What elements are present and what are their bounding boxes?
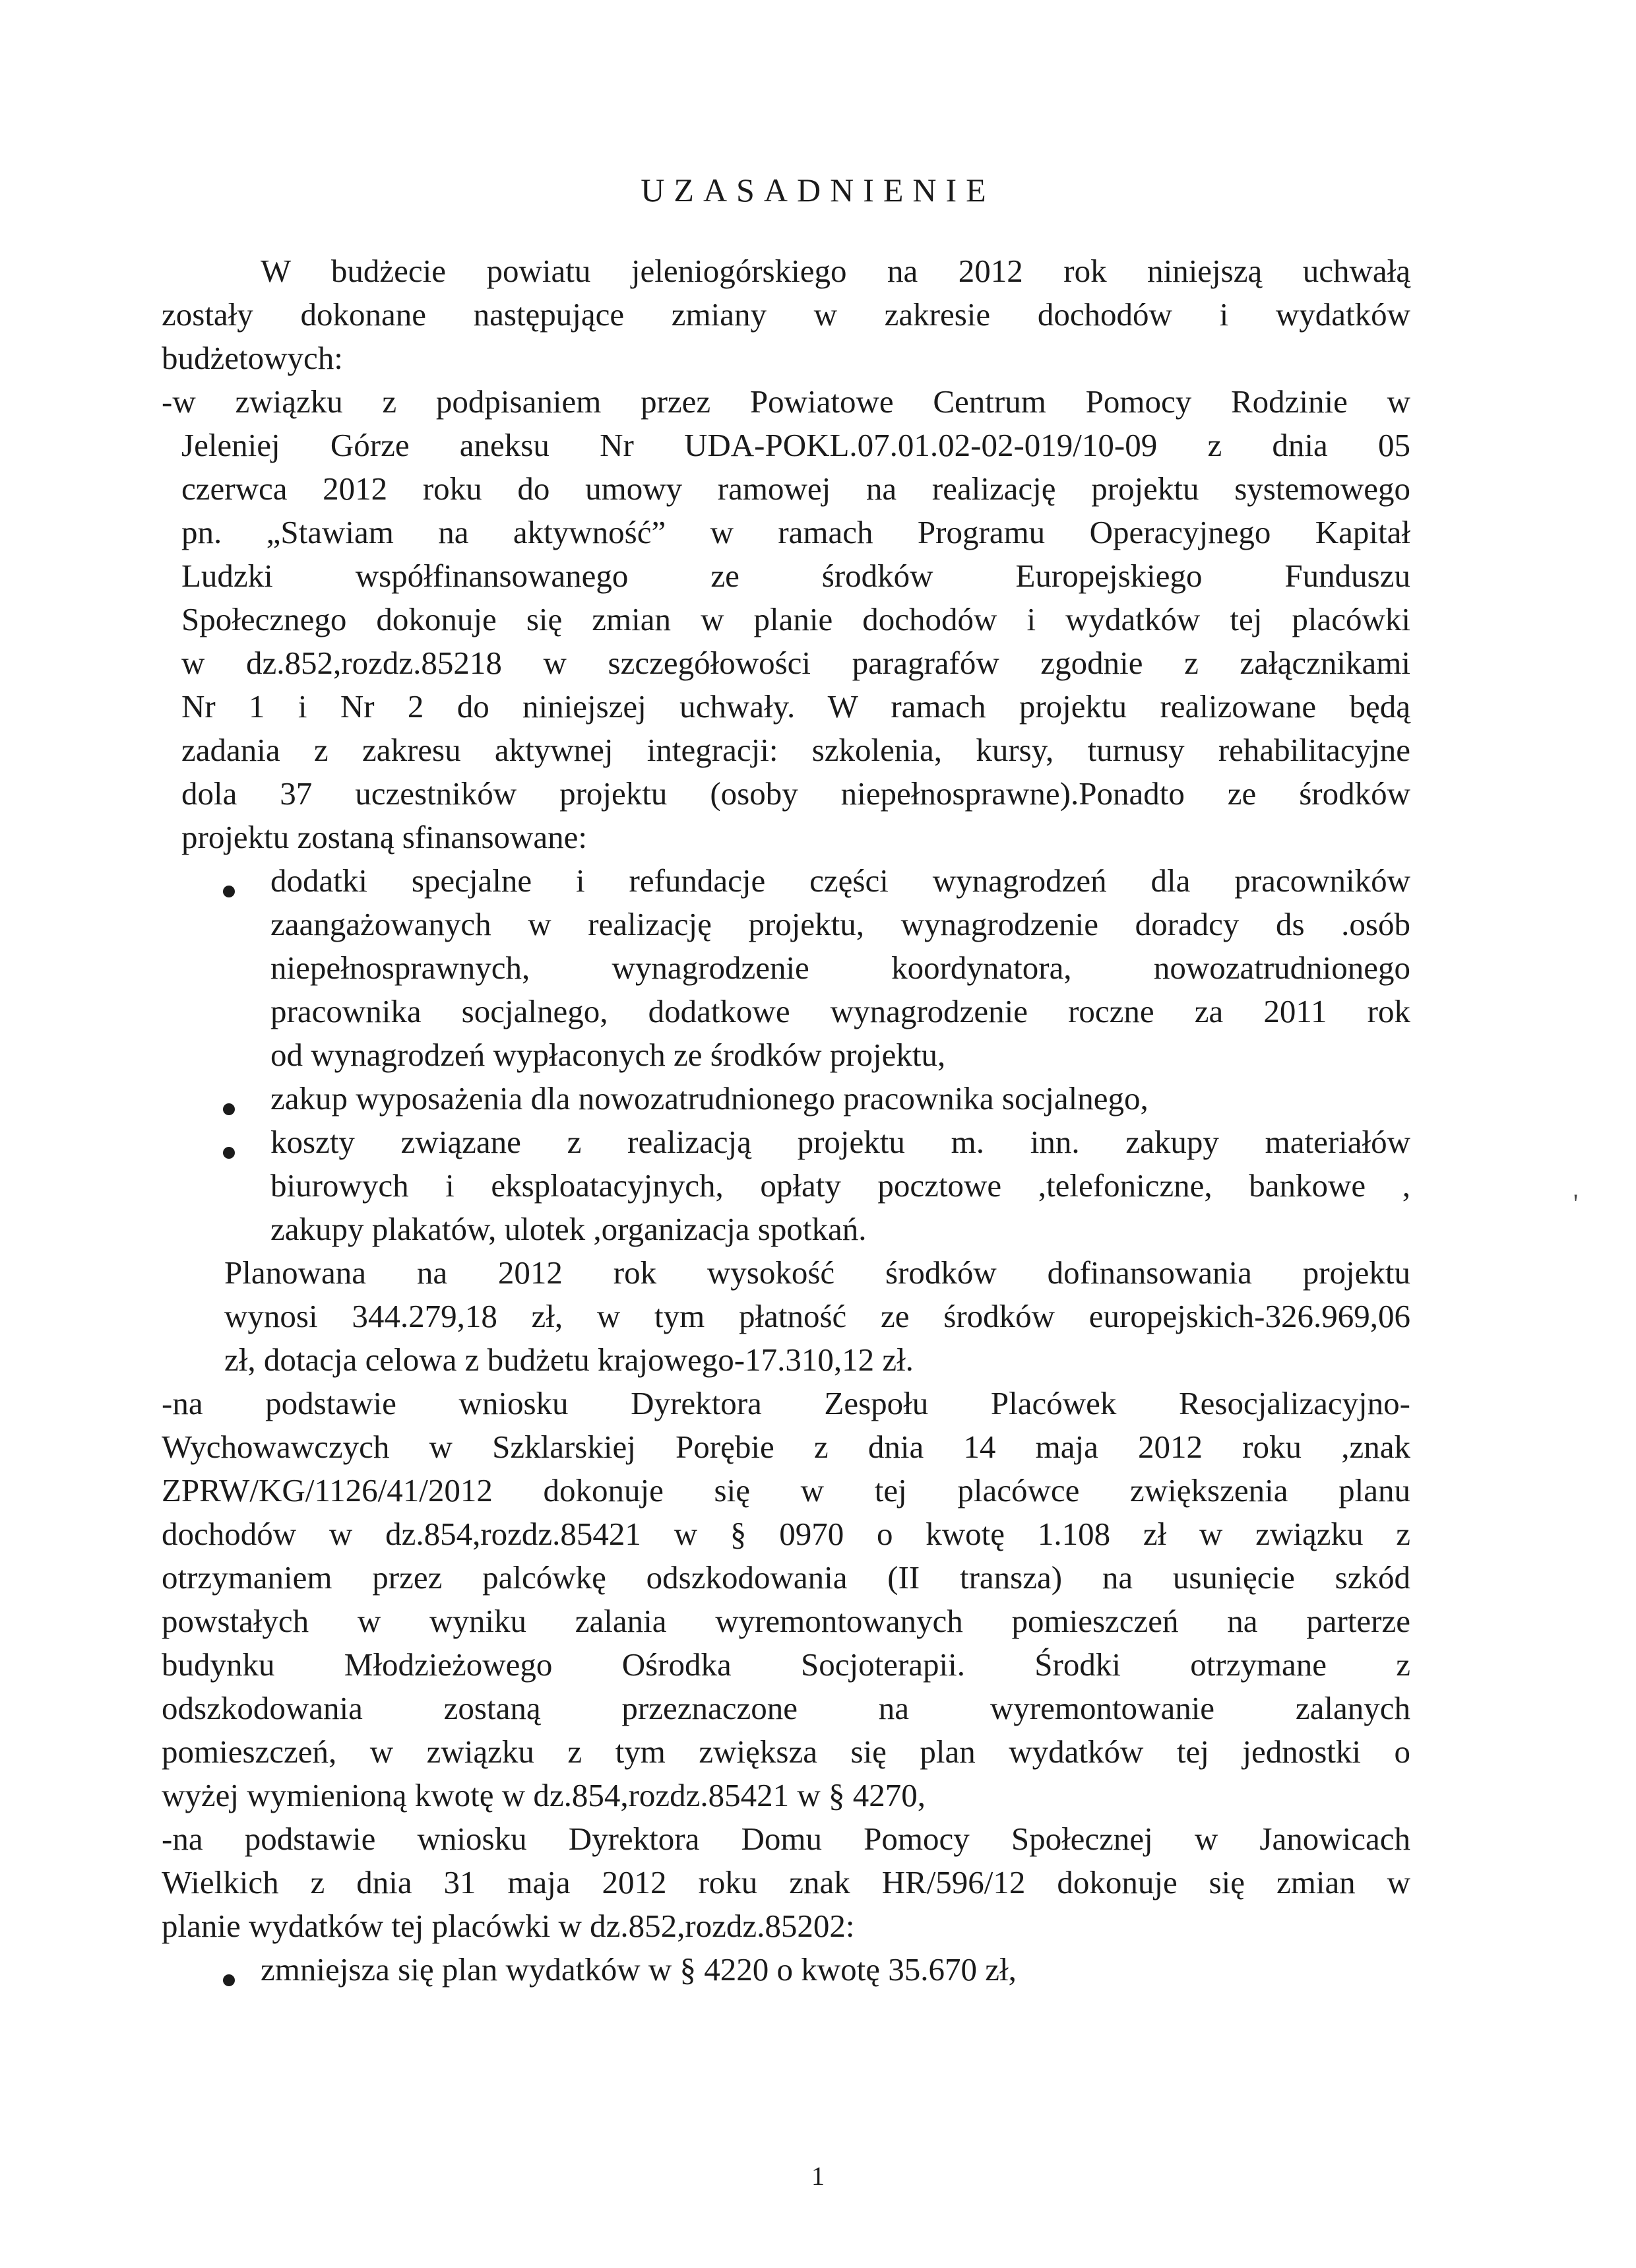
page-number: 1: [811, 2161, 825, 2191]
bullet-item: [270, 1120, 1410, 1251]
funding-line: zł, dotacja celowa z budżetu krajowego-17.310,12 zł.: [224, 1342, 914, 1378]
section-3-line: Wielkich z dnia 31 maja 2012 roku znak HR/596/12 dokonuje się zmian w: [162, 1864, 1410, 1900]
intro-first-line-block: [261, 249, 1410, 293]
bullet-dot: [223, 1974, 235, 1986]
bullet-line: biurowych i eksploatacyjnych, opłaty pocztowe ,telefoniczne, bankowe ,: [270, 1167, 1410, 1204]
section-2-line: -na podstawie wniosku Dyrektora Zespołu Placówek Resocjalizacyjno-: [162, 1385, 1410, 1421]
section-3-line: planie wydatków tej placówki w dz.852,rozdz.85202:: [162, 1908, 855, 1944]
section-1-line: w dz.852,rozdz.85218 w szczegółowości paragrafów zgodnie z załącznikami: [181, 645, 1410, 681]
section-1-line: zadania z zakresu aktywnej integracji: szkolenia, kursy, turnusy rehabilitacyjne: [181, 732, 1410, 768]
bullet-line: zmniejsza się plan wydatków w § 4220 o kwotę 35.670 zł,: [261, 1951, 1017, 1988]
section-1-line: projektu zostaną sfinansowane:: [181, 819, 588, 855]
bullet-line: zakup wyposażenia dla nowozatrudnionego pracownika socjalnego,: [270, 1080, 1148, 1117]
intro-line: W budżecie powiatu jeleniogórskiego na 2012 rok niniejszą uchwałą: [261, 253, 1410, 289]
bullet-line: koszty związane z realizacją projektu m. inn. zakupy materiałów: [270, 1124, 1410, 1160]
bullet-line: od wynagrodzeń wypłaconych ze środków projektu,: [270, 1037, 946, 1073]
funding-line: wynosi 344.279,18 zł, w tym płatność ze środków europejskich-326.969,06: [224, 1298, 1410, 1334]
section-2-line: budynku Młodzieżowego Ośrodka Socjoterapii. Środki otrzymane z: [162, 1646, 1410, 1683]
bullet-line: niepełnosprawnych, wynagrodzenie koordynatora, nowozatrudnionego: [270, 950, 1410, 986]
section-2-line: powstałych w wyniku zalania wyremontowanych pomieszczeń na parterze: [162, 1603, 1410, 1639]
section-3-line: -na podstawie wniosku Dyrektora Domu Pomocy Społecznej w Janowicach: [162, 1821, 1410, 1857]
section-2-line: otrzymaniem przez palcówkę odszkodowania (II transza) na usunięcie szkód: [162, 1559, 1410, 1596]
section-3-paragraph: [162, 1817, 1410, 1948]
bullet-item: [261, 1948, 1410, 1992]
bullet-dot: [223, 1147, 235, 1159]
section-1-line: Nr 1 i Nr 2 do niniejszej uchwały. W ramach projektu realizowane będą: [181, 688, 1410, 725]
section-1-first-line: [162, 380, 1410, 424]
intro-paragraph: [162, 293, 1410, 380]
bullet-line: dodatki specjalne i refundacje części wynagrodzeń dla pracowników: [270, 862, 1410, 899]
section-1-line: pn. „Stawiam na aktywność” w ramach Programu Operacyjnego Kapitał: [181, 514, 1410, 550]
section-1-line: Ludzki współfinansowanego ze środków Europejskiego Funduszu: [181, 558, 1410, 594]
section-2-line: ZPRW/KG/1126/41/2012 dokonuje się w tej placówce zwiększenia planu: [162, 1472, 1410, 1508]
bullet-item: [270, 859, 1410, 1077]
section-1-line: -w związku z podpisaniem przez Powiatowe Centrum Pomocy Rodzinie w: [162, 383, 1410, 420]
section-1-line: Jeleniej Górze aneksu Nr UDA-POKL.07.01.02-02-019/10-09 z dnia 05: [181, 427, 1410, 463]
section-2-line: pomieszczeń, w związku z tym zwiększa się plan wydatków tej jednostki o: [162, 1733, 1410, 1770]
document-title: UZASADNIENIE: [641, 172, 995, 209]
stray-mark: ': [1573, 1188, 1579, 1218]
intro-line: zostały dokonane następujące zmiany w zakresie dochodów i wydatków: [162, 296, 1410, 333]
section-1-line: czerwca 2012 roku do umowy ramowej na realizację projektu systemowego: [181, 470, 1410, 507]
intro-line: budżetowych:: [162, 340, 343, 376]
funding-paragraph: [224, 1251, 1410, 1382]
section-1-paragraph: [181, 424, 1410, 859]
bullet-dot: [223, 886, 235, 897]
bullet-line: pracownika socjalnego, dodatkowe wynagrodzenie roczne za 2011 rok: [270, 993, 1410, 1029]
section-2-line: odszkodowania zostaną przeznaczone na wyremontowanie zalanych: [162, 1690, 1410, 1726]
bullet-line: zakupy plakatów, ulotek ,organizacja spotkań.: [270, 1211, 867, 1247]
section-2-line: Wychowawczych w Szklarskiej Porębie z dnia 14 maja 2012 roku ,znak: [162, 1429, 1410, 1465]
bullet-dot: [223, 1103, 235, 1115]
bullet-line: zaangażowanych w realizację projektu, wynagrodzenie doradcy ds .osób: [270, 906, 1410, 942]
funding-line: Planowana na 2012 rok wysokość środków dofinansowania projektu: [224, 1254, 1410, 1291]
bullet-item: [270, 1077, 1410, 1120]
section-2-line: dochodów w dz.854,rozdz.85421 w § 0970 o kwotę 1.108 zł w związku z: [162, 1516, 1410, 1552]
section-2-paragraph: [162, 1382, 1410, 1817]
section-1-line: Społecznego dokonuje się zmian w planie dochodów i wydatków tej placówki: [181, 601, 1410, 637]
section-1-line: dola 37 uczestników projektu (osoby niepełnosprawne).Ponadto ze środków: [181, 775, 1410, 812]
section-2-line: wyżej wymienioną kwotę w dz.854,rozdz.85421 w § 4270,: [162, 1777, 926, 1813]
